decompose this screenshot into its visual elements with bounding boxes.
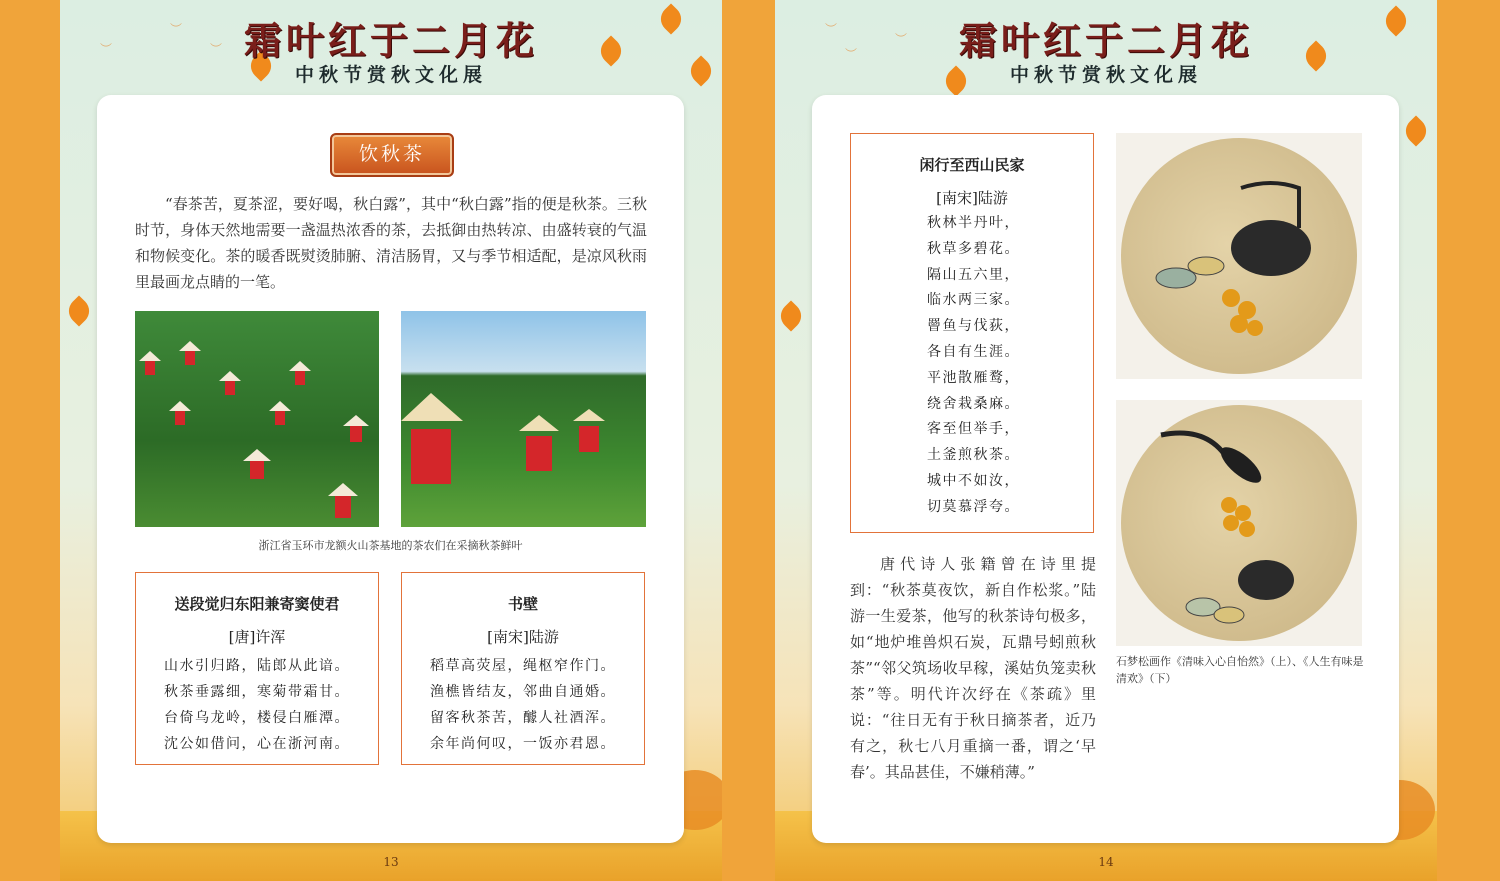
poem-line: 城中不如汝， [927,472,1020,489]
bird-icon: ︶ [895,32,908,46]
poem-line: 山水引归路，陆郎从此谙。 [164,658,350,674]
poem-line: 客至但举手， [927,421,1020,438]
tea-pickers-illustration [135,311,379,527]
poem-title: 送段觉归东阳兼寄窦使君 [174,595,340,613]
tea-pickers-closeup-illustration [401,311,646,527]
tea-pickers-closeup-photo [401,311,646,527]
poem-line: 绕舍栽桑麻。 [927,395,1020,412]
poem-author: [南宋]陆游 [936,189,1008,207]
maple-leaf-icon [63,295,94,326]
painting-bottom [1116,400,1362,646]
poem-title: 书壁 [507,595,538,613]
page-subtitle: 中秋节赏秋文化展 [1009,64,1202,86]
poem-box-1 [135,572,379,765]
teapot-illustration [1121,138,1357,374]
bird-icon: ︶ [845,47,858,61]
bird-icon: ︶ [210,42,223,56]
poem-line: 罾鱼与伐荻， [927,318,1020,335]
section-badge: 饮秋茶 [330,133,454,177]
content-card [97,95,684,843]
bird-icon: ︶ [170,22,183,36]
intro-paragraph: “春茶苦，夏茶涩，要好喝，秋白露”，其中“秋白露”指的便是秋茶。三秋时节，身体天然地需要一盏温热浓香的茶，去抵御由热转凉、由盛转衰的气温和物候变化。茶的暖香既熨烫肺腑、清洁肠胃，又与季节相适配，是凉风秋雨里最画龙点睛的一笔。 [135,195,647,291]
page-subtitle: 中秋节赏秋文化展 [294,64,487,86]
page-title: 霜叶红于二月花 [958,18,1253,63]
poem-line: 秋林半丹叶， [927,215,1020,231]
tea-field-photo [135,311,379,527]
content-card [812,95,1399,843]
poem-author: [唐]许浑 [228,628,286,646]
maple-leaf-icon [775,300,806,331]
page-number: 13 [383,855,399,869]
poem-line: 秋茶垂露细，寒菊带霜甘。 [164,684,350,700]
poem-line: 渔樵皆结友，邻曲自通婚。 [430,684,616,700]
poem-line: 土釜煎秋茶。 [927,447,1020,464]
loquat-illustration [1121,405,1357,641]
painting-caption: 石梦松画作《清味入心自怡然》（上）、《人生有味是清欢》（下） [1116,655,1364,685]
poem-title: 闲行至西山民家 [919,156,1025,174]
round-painting [1121,405,1357,641]
round-painting [1121,138,1357,374]
page-title: 霜叶红于二月花 [243,18,538,63]
poem-line: 切莫慕浮夸。 [927,498,1020,515]
painting-top [1116,133,1362,379]
bird-icon: ︶ [100,42,113,56]
right-page [775,0,1437,881]
poem-line: 留客秋茶苦，醵人社酒浑。 [430,710,616,726]
poem-line: 平池散雁鹜， [927,369,1020,386]
page-number: 14 [1098,855,1114,869]
poem-box-2 [401,572,645,765]
poem-line: 临水两三家。 [927,292,1020,309]
body-paragraph: 唐代诗人张籍曾在诗里提到：“秋茶莫夜饮，新自作松浆。”陆游一生爱茶，他写的秋茶诗句极多，如“地炉堆兽炽石炭，瓦鼎号蚓煎秋茶”“邻父筑场收早稼，溪姑负笼卖秋茶”等。明代许次纾在《茶疏》里说：“往日无有于秋日摘茶者，近乃有之，秋七八月重摘一番，谓之‘早春’。其品甚佳，不嫌稍薄。” [850,555,1096,781]
poem-box [850,133,1094,533]
left-page [60,0,722,881]
maple-leaf-icon [1400,115,1431,146]
poem-line: 余年尚何叹，一饭亦君恩。 [430,736,616,752]
photo-caption: 浙江省玉环市龙额火山茶基地的茶农们在采摘秋茶鲜叶 [258,539,523,552]
poem-author: [南宋]陆游 [487,628,559,646]
poem-line: 稻草高荧屋，绳枢窄作门。 [430,658,616,674]
poem-line: 沈公如借问，心在浙河南。 [164,736,350,752]
poem-line: 隔山五六里， [927,266,1020,283]
poem-line: 台倚乌龙岭，楼侵白雁潭。 [164,710,350,726]
bird-icon: ︶ [825,22,838,36]
poem-line: 秋草多碧花。 [927,240,1020,257]
poem-line: 各自有生涯。 [927,343,1020,360]
